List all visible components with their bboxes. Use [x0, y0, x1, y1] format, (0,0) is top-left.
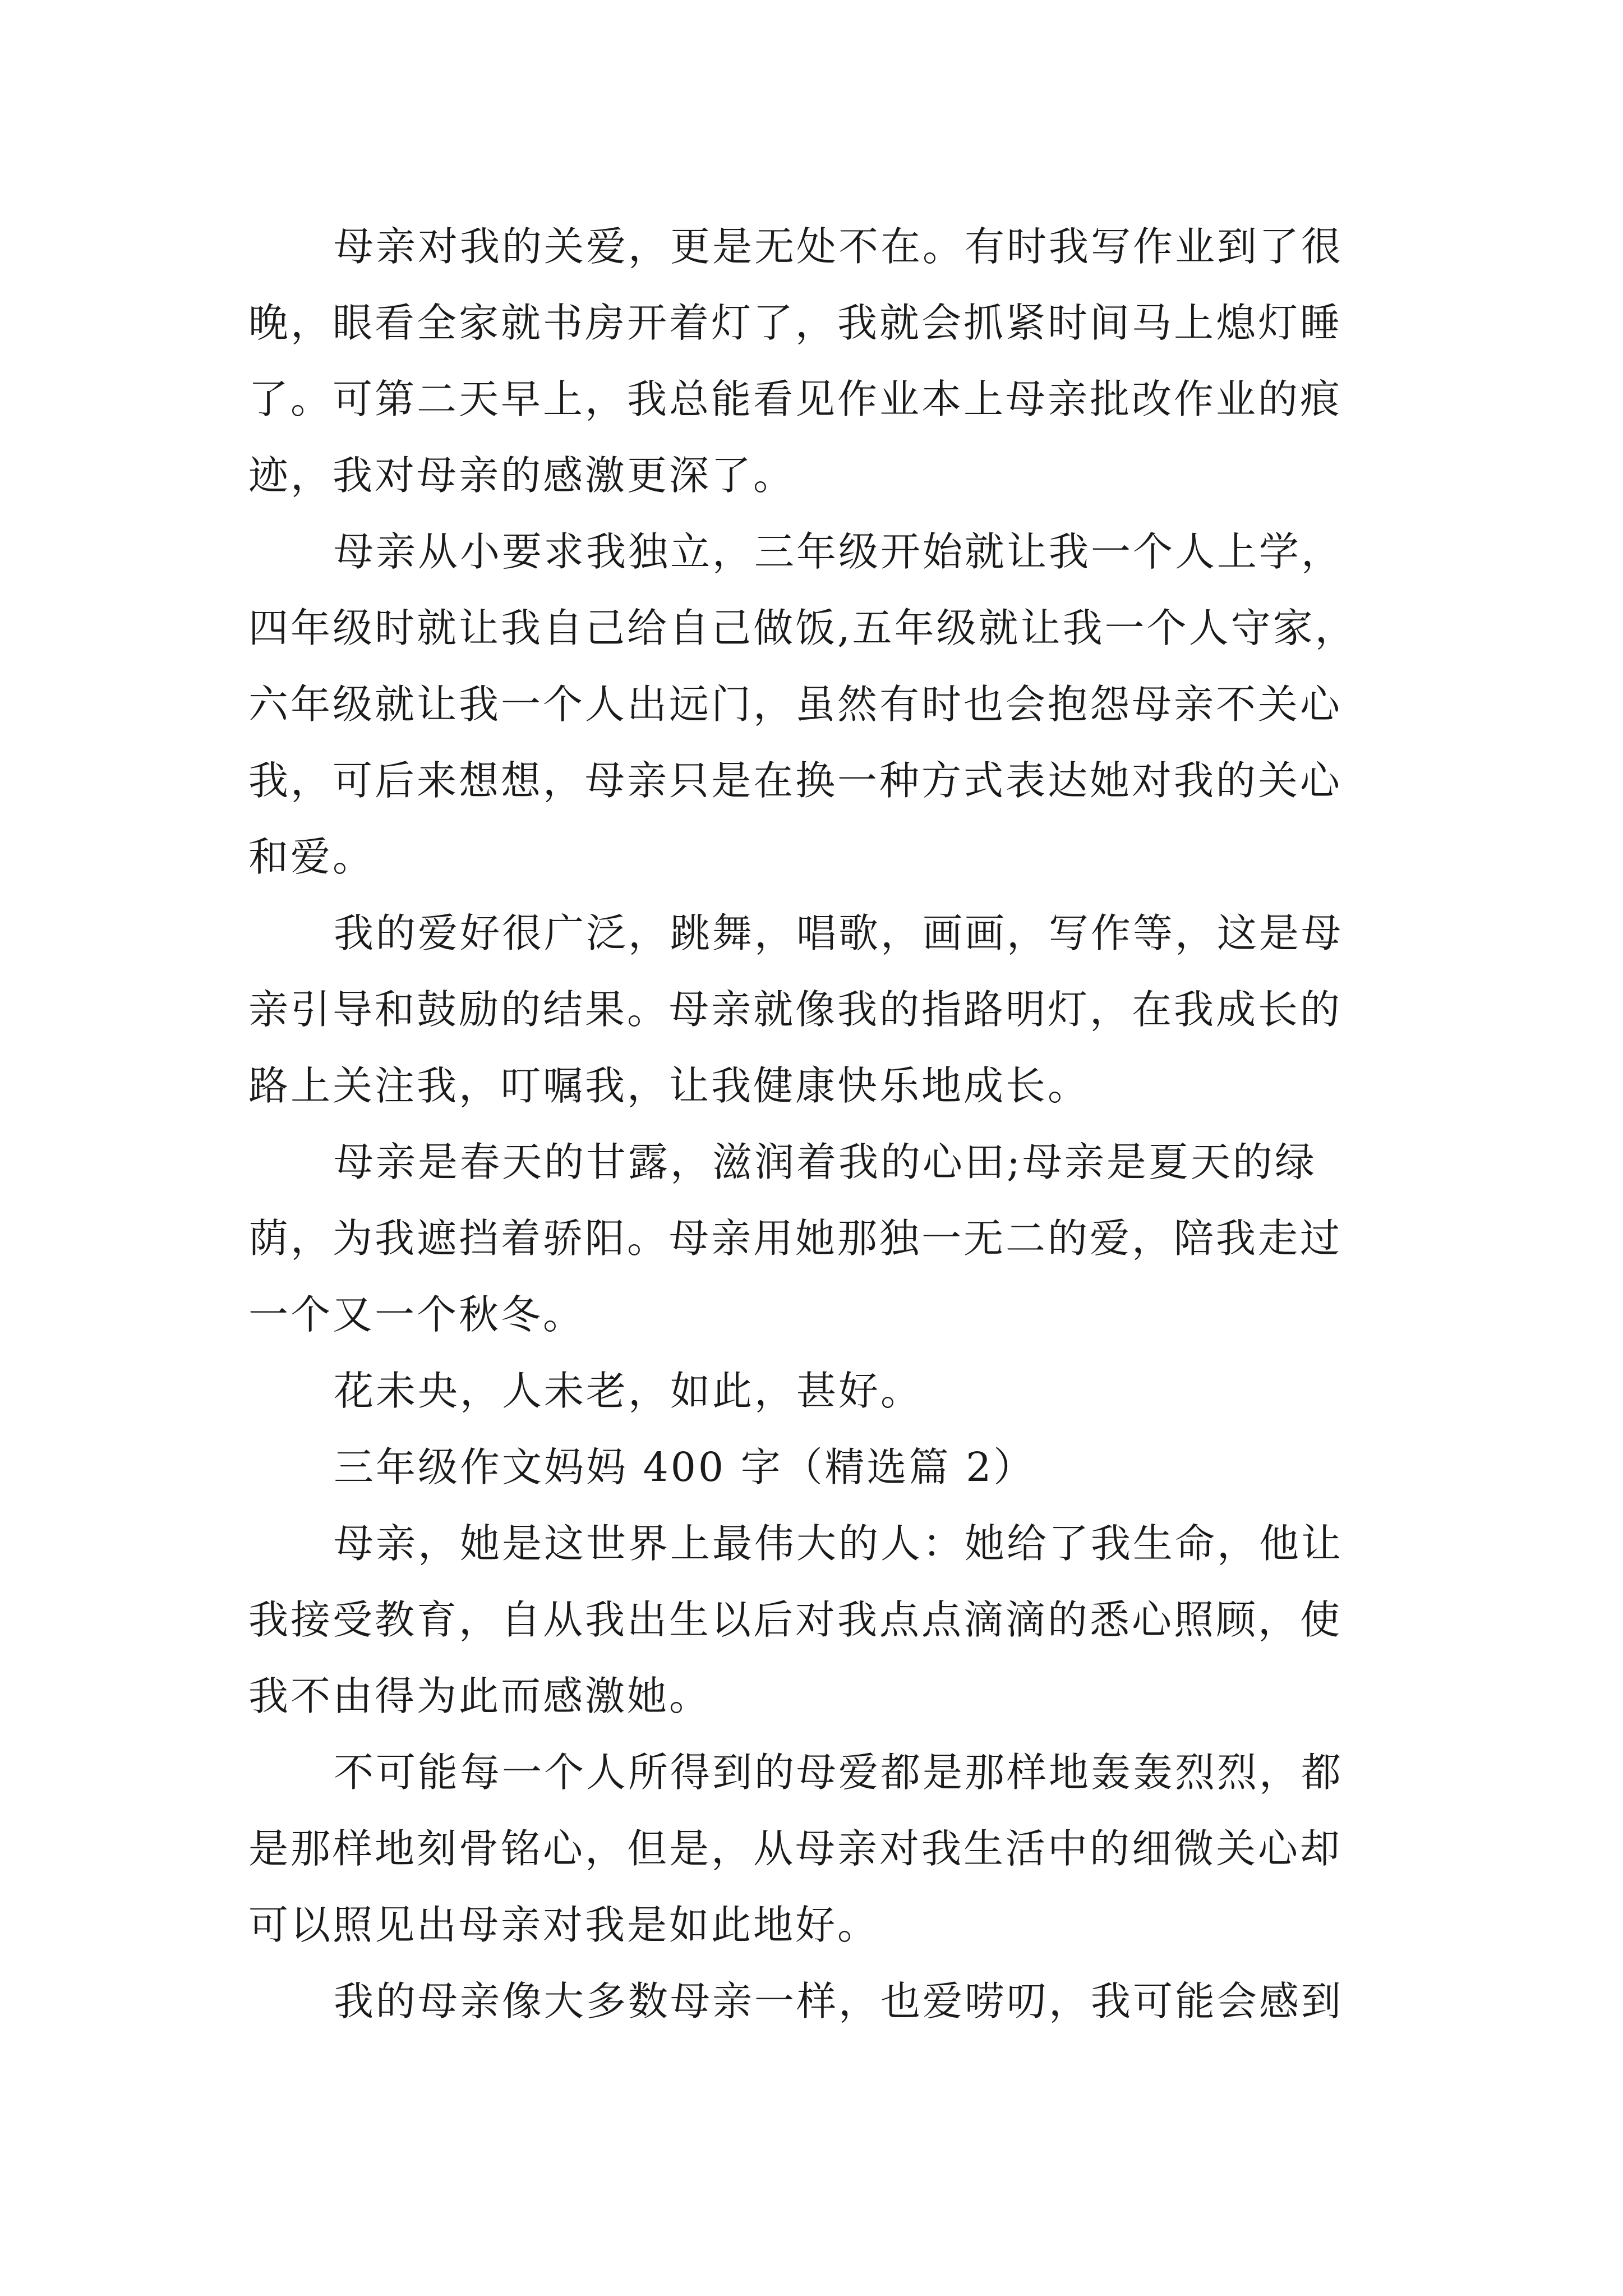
text-line: 不可能每一个人所得到的母爱都是那样地轰轰烈烈，都: [334, 1749, 1344, 1796]
text-line: 我，可后来想想，母亲只是在换一种方式表达她对我的关心: [248, 757, 1343, 804]
text-line: 我的母亲像大多数母亲一样，也爱唠叨，我可能会感到: [334, 1978, 1344, 2024]
text-line: 花未央，人未老，如此，甚好。: [334, 1368, 923, 1414]
paragraph: [248, 209, 1387, 514]
text-line: 六年级就让我一个人出远门，虽然有时也会抱怨母亲不关心: [248, 681, 1343, 728]
text-line: 是那样地刻骨铭心，但是，从母亲对我生活中的细微关心却: [248, 1825, 1343, 1872]
paragraph: [248, 514, 1387, 895]
text-line: 母亲是春天的甘露，滋润着我的心田;母亲是夏天的绿: [334, 1139, 1317, 1185]
section-heading-text: 三年级作文妈妈 400 字（精选篇 2）: [334, 1444, 1036, 1490]
text-line: 路上关注我，叮嘱我，让我健康快乐地成长。: [248, 1062, 1090, 1109]
paragraph: [248, 895, 1387, 1124]
text-line: 我的爱好很广泛，跳舞，唱歌，画画，写作等，这是母: [334, 910, 1344, 956]
text-line: 母亲，她是这世界上最伟大的人：她给了我生命，他让: [334, 1520, 1344, 1567]
text-line: 四年级时就让我自己给自己做饭,五年级就让我一个人守家，: [248, 605, 1357, 651]
paragraph: [248, 1734, 1387, 1963]
paragraph: [248, 1353, 1387, 1429]
text-line: 荫，为我遮挡着骄阳。母亲用她那独一无二的爱，陪我走过: [248, 1215, 1343, 1262]
paragraph: [248, 1124, 1387, 1353]
text-line: 我接受教育，自从我出生以后对我点点滴滴的悉心照顾，使: [248, 1596, 1343, 1643]
paragraph: [248, 1506, 1387, 1734]
text-line: 母亲从小要求我独立，三年级开始就让我一个人上学，: [334, 528, 1344, 575]
text-line: 母亲对我的关爱，更是无处不在。有时我写作业到了很: [334, 223, 1344, 270]
text-line: 了。可第二天早上，我总能看见作业本上母亲批改作业的痕: [248, 376, 1343, 422]
text-line: 亲引导和鼓励的结果。母亲就像我的指路明灯，在我成长的: [248, 986, 1343, 1033]
text-line: 可以照见出母亲对我是如此地好。: [248, 1902, 880, 1948]
text-line: 迹，我对母亲的感激更深了。: [248, 452, 796, 499]
document-body: [248, 209, 1387, 2040]
paragraph: [248, 1963, 1387, 2040]
text-line: 一个又一个秋冬。: [248, 1291, 585, 1338]
text-line: 我不由得为此而感激她。: [248, 1673, 712, 1719]
text-line: 和爱。: [248, 834, 375, 880]
section-heading: [248, 1429, 1387, 1506]
text-line: 晚，眼看全家就书房开着灯了，我就会抓紧时间马上熄灯睡: [248, 300, 1343, 346]
